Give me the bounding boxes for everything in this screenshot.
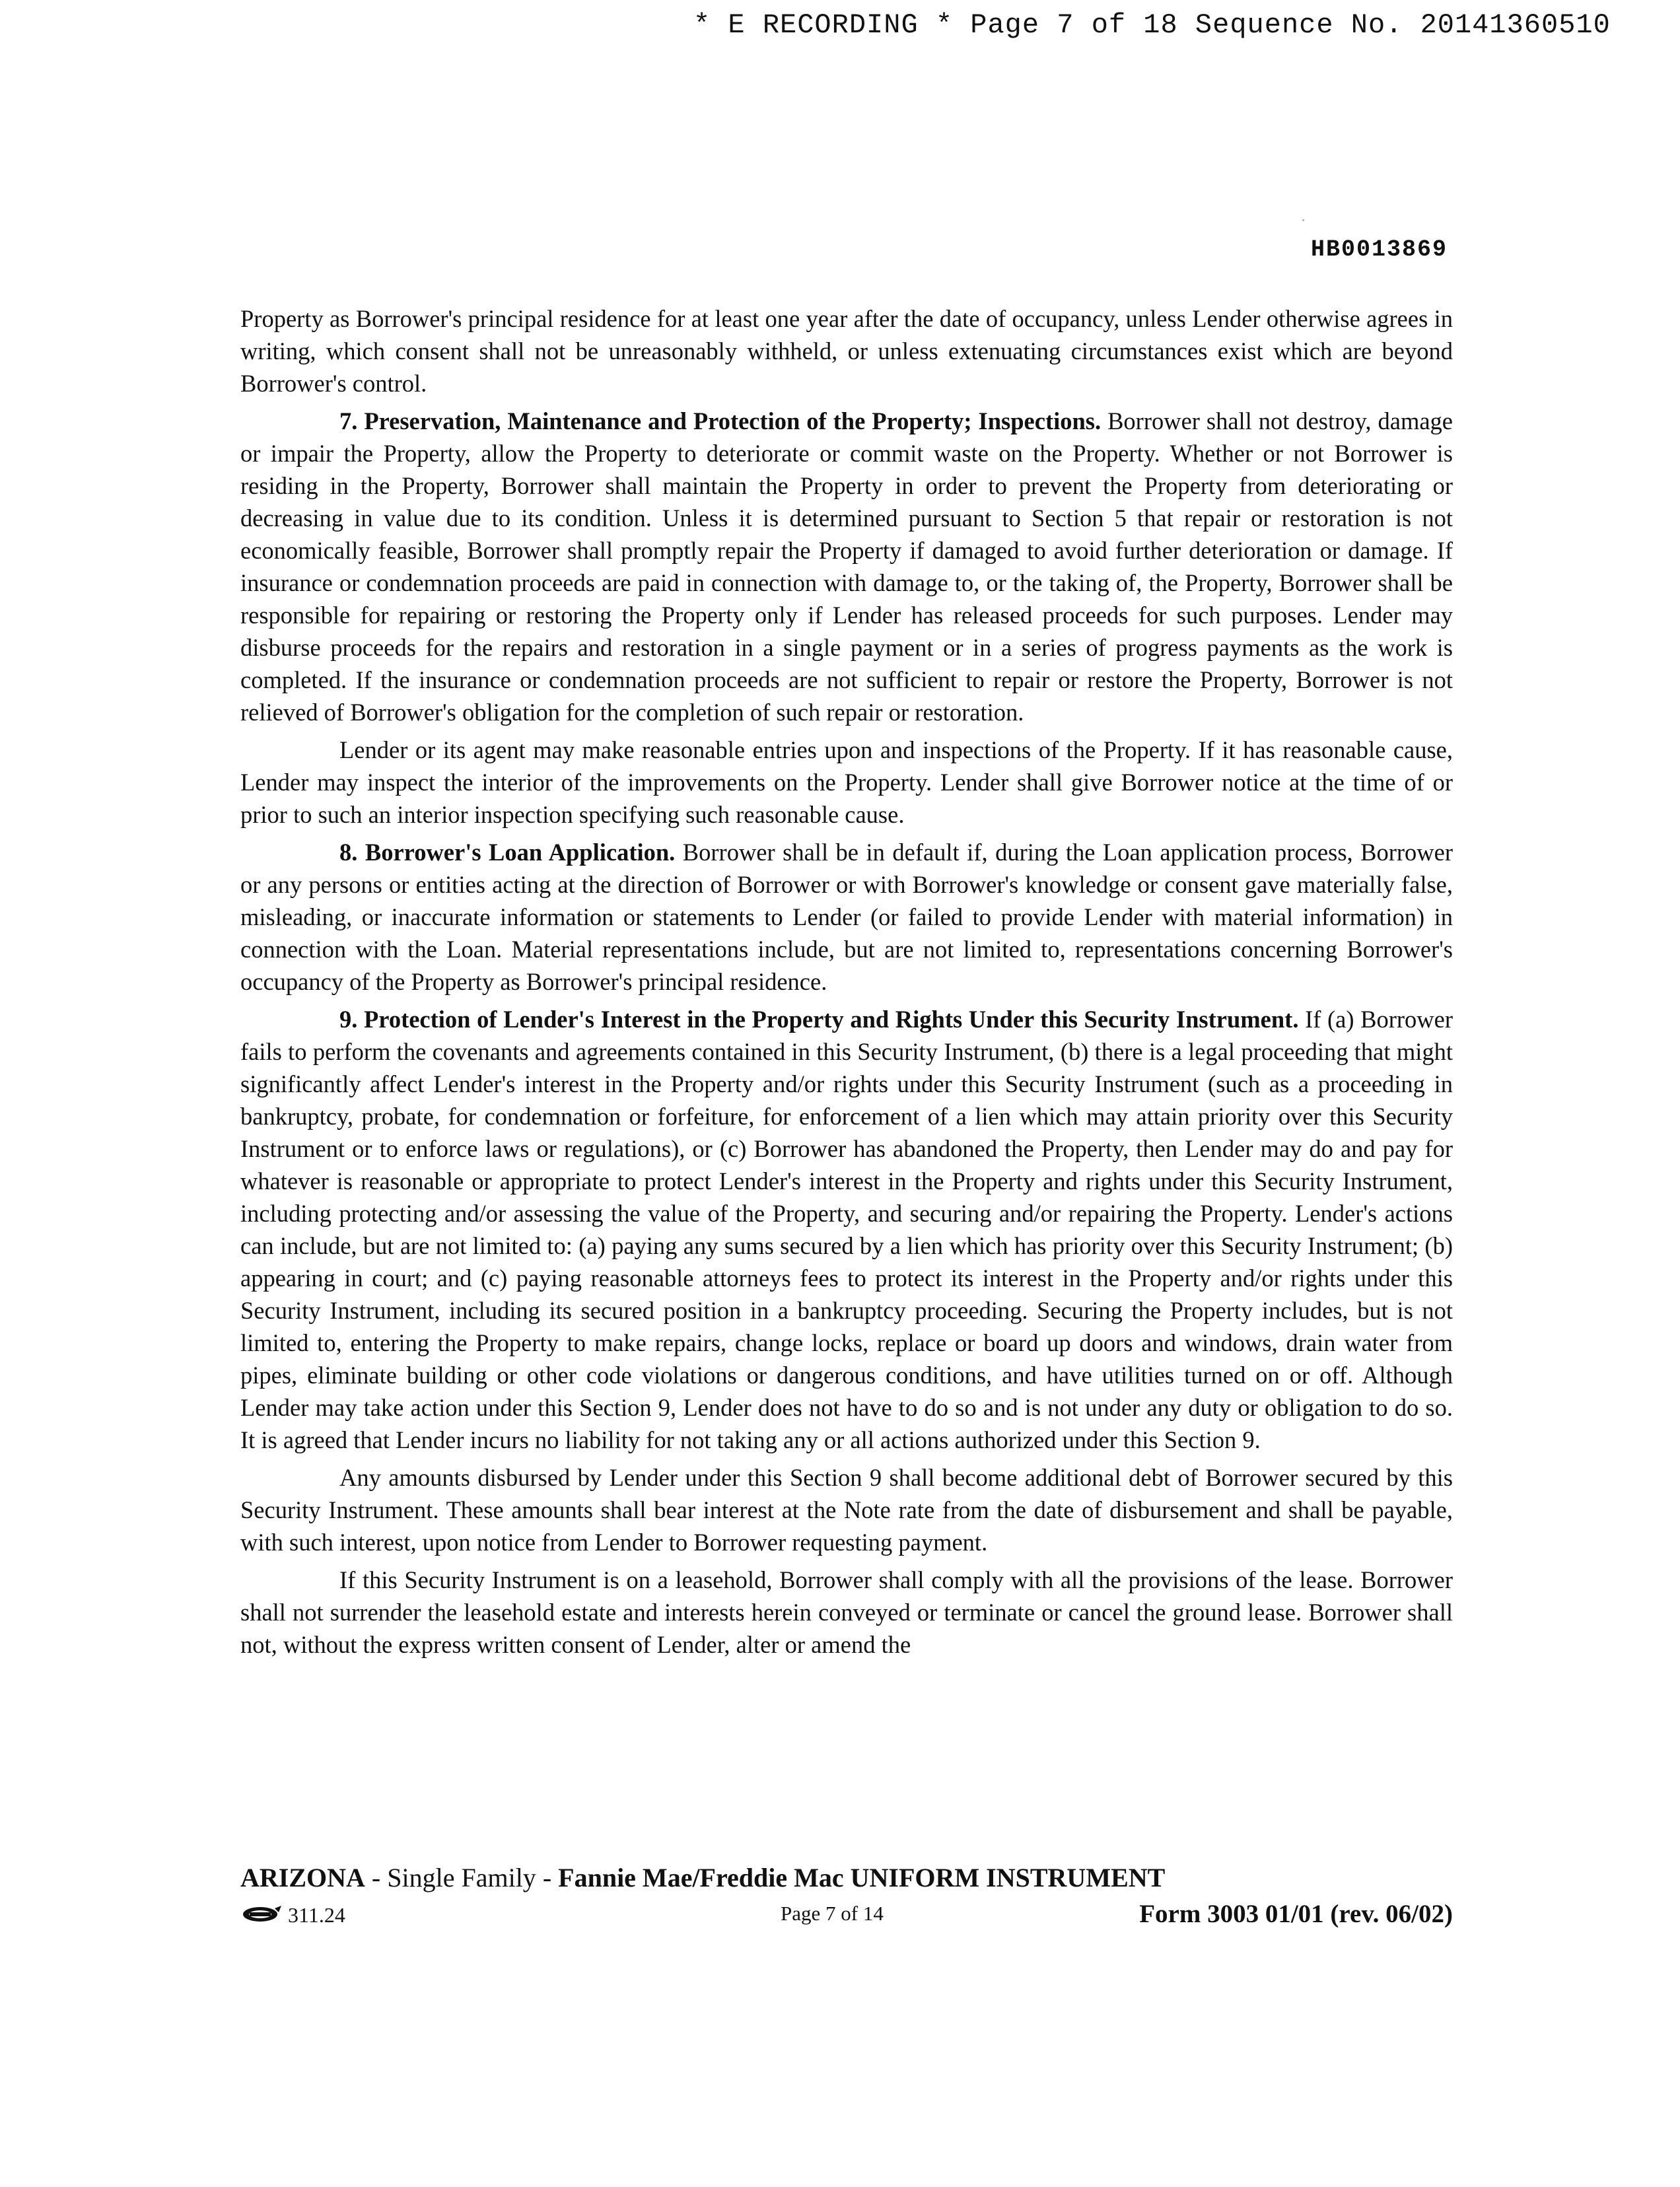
paragraph-disbursed-amounts: Any amounts disbursed by Lender under this Section 9 shall become additional debt of Borrower secured by this Security Instrument. These amounts shall bear interest at the Note rate from the date of disbursement and shall be payable, with such interest, upon notice from Lender to Borrower requesting payment. — [240, 1464, 1453, 1556]
footer-form-code: 311.24 — [288, 1903, 345, 1927]
section-9 — [240, 1003, 1453, 1456]
vmp-logo-icon — [240, 1904, 283, 1924]
footer-separator: - — [536, 1863, 559, 1892]
footer-form-title — [240, 1862, 1165, 1893]
footer-instrument: Fannie Mae/Freddie Mac UNIFORM INSTRUMENT — [558, 1863, 1166, 1892]
recording-header: * E RECORDING * Page 7 of 18 Sequence No. 20141360510 — [693, 9, 1611, 41]
section-7-text: Borrower shall not destroy, damage or impair the Property, allow the Property to deteriorate or commit waste on the Property. Whether or not Borrower is residing in the Property, Borrower shall maintain the Property in order to prevent the Property from deteriorating or decreasing in value due to its condition. Unless it is determined pursuant to Section 5 that repair or restoration is not economically feasible, Borrower shall promptly repair the Property if damaged to avoid further deterioration or damage. If insurance or condemnation proceeds are paid in connection with damage to, or the taking of, the Property, Borrower shall be responsible for repairing or restoring the Property only if Lender has released proceeds for such purposes. Lender may disburse proceeds for the repairs and restoration in a single payment or in a series of progress payments as the work is completed. If the insurance or condemnation proceeds are not sufficient to repair or restore the Property, Borrower is not relieved of Borrower's obligation for the completion of such repair or restoration. — [240, 407, 1453, 726]
section-8 — [240, 836, 1453, 998]
paragraph-inspections: Lender or its agent may make reasonable entries upon and inspections of the Property. If it has reasonable cause, Lender may inspect the interior of the improvements on the Property. Lender shall give Borrower notice at the time of or prior to such an interior inspection specifying such reasonable cause. — [240, 736, 1453, 828]
section-8-text: Borrower shall be in default if, during the Loan application process, Borrower or any persons or entities acting at the direction of Borrower or with Borrower's knowledge or consent gave materially false, misleading, or inaccurate information or statements to Lender (or failed to provide Lender with material information) in connection with the Loan. Material representations include, but are not limited to, representations concerning Borrower's occupancy of the Property as Borrower's principal residence. — [240, 839, 1453, 995]
section-9-heading: 9. Protection of Lender's Interest in the Property and Rights Under this Security Instrument. — [339, 1006, 1299, 1033]
section-7 — [240, 405, 1453, 728]
paragraph-leasehold: If this Security Instrument is on a leasehold, Borrower shall comply with all the provisions of the lease. Borrower shall not surrender the leasehold estate and interests herein conveyed or terminate or cancel the ground lease. Borrower shall not, without the express written consent of Lender, alter or amend the — [240, 1566, 1453, 1658]
footer-separator: - — [365, 1863, 388, 1892]
scan-speck — [1302, 219, 1304, 221]
footer-page-number: Page 7 of 14 — [781, 1902, 884, 1925]
loan-number: HB0013869 — [1310, 236, 1448, 263]
section-8-heading: 8. Borrower's Loan Application. — [339, 839, 676, 866]
paragraph-occupancy-continued: Property as Borrower's principal residence for at least one year after the date of occupancy, unless Lender otherwise agrees in writing, which consent shall not be unreasonably withheld, or unless extenuating circumstances exist which are beyond Borrower's control. — [240, 305, 1453, 397]
footer-row — [240, 1900, 1453, 1933]
footer-family: Single Family — [387, 1863, 536, 1892]
section-7-heading: 7. Preservation, Maintenance and Protection of the Property; Inspections. — [339, 407, 1102, 434]
footer-form-number: Form 3003 01/01 (rev. 06/02) — [1139, 1900, 1453, 1928]
document-body — [240, 302, 1453, 1666]
section-9-text: If (a) Borrower fails to perform the covenants and agreements contained in this Security Instrument, (b) there is a legal proceeding that might significantly affect Lender's interest in the Property and/or rights under this Security Instrument (such as a proceeding in bankruptcy, probate, for condemnation or forfeiture, for enforcement of a lien which may attain priority over this Security Instrument or to enforce laws or regulations), or (c) Borrower has abandoned the Property, then Lender may do and pay for whatever is reasonable or appropriate to protect Lender's interest in the Property and rights under this Security Instrument, including protecting and/or assessing the value of the Property, and securing and/or repairing the Property. Lender's actions can include, but are not limited to: (a) paying any sums secured by a lien which has priority over this Security Instrument; (b) appearing in court; and (c) paying reasonable attorneys fees to protect its interest in the Property and/or rights under this Security Instrument, including its secured position in a bankruptcy proceeding. Securing the Property includes, but is not limited to, entering the Property to make repairs, change locks, replace or board up doors and windows, drain water from pipes, eliminate building or other code violations or dangerous conditions, and have utilities turned on or off. Although Lender may take action under this Section 9, Lender does not have to do so and is not under any duty or obligation to do so. It is agreed that Lender incurs no liability for not taking any or all actions authorized under this Section 9. — [240, 1006, 1453, 1453]
footer-state: ARIZONA — [240, 1863, 365, 1892]
